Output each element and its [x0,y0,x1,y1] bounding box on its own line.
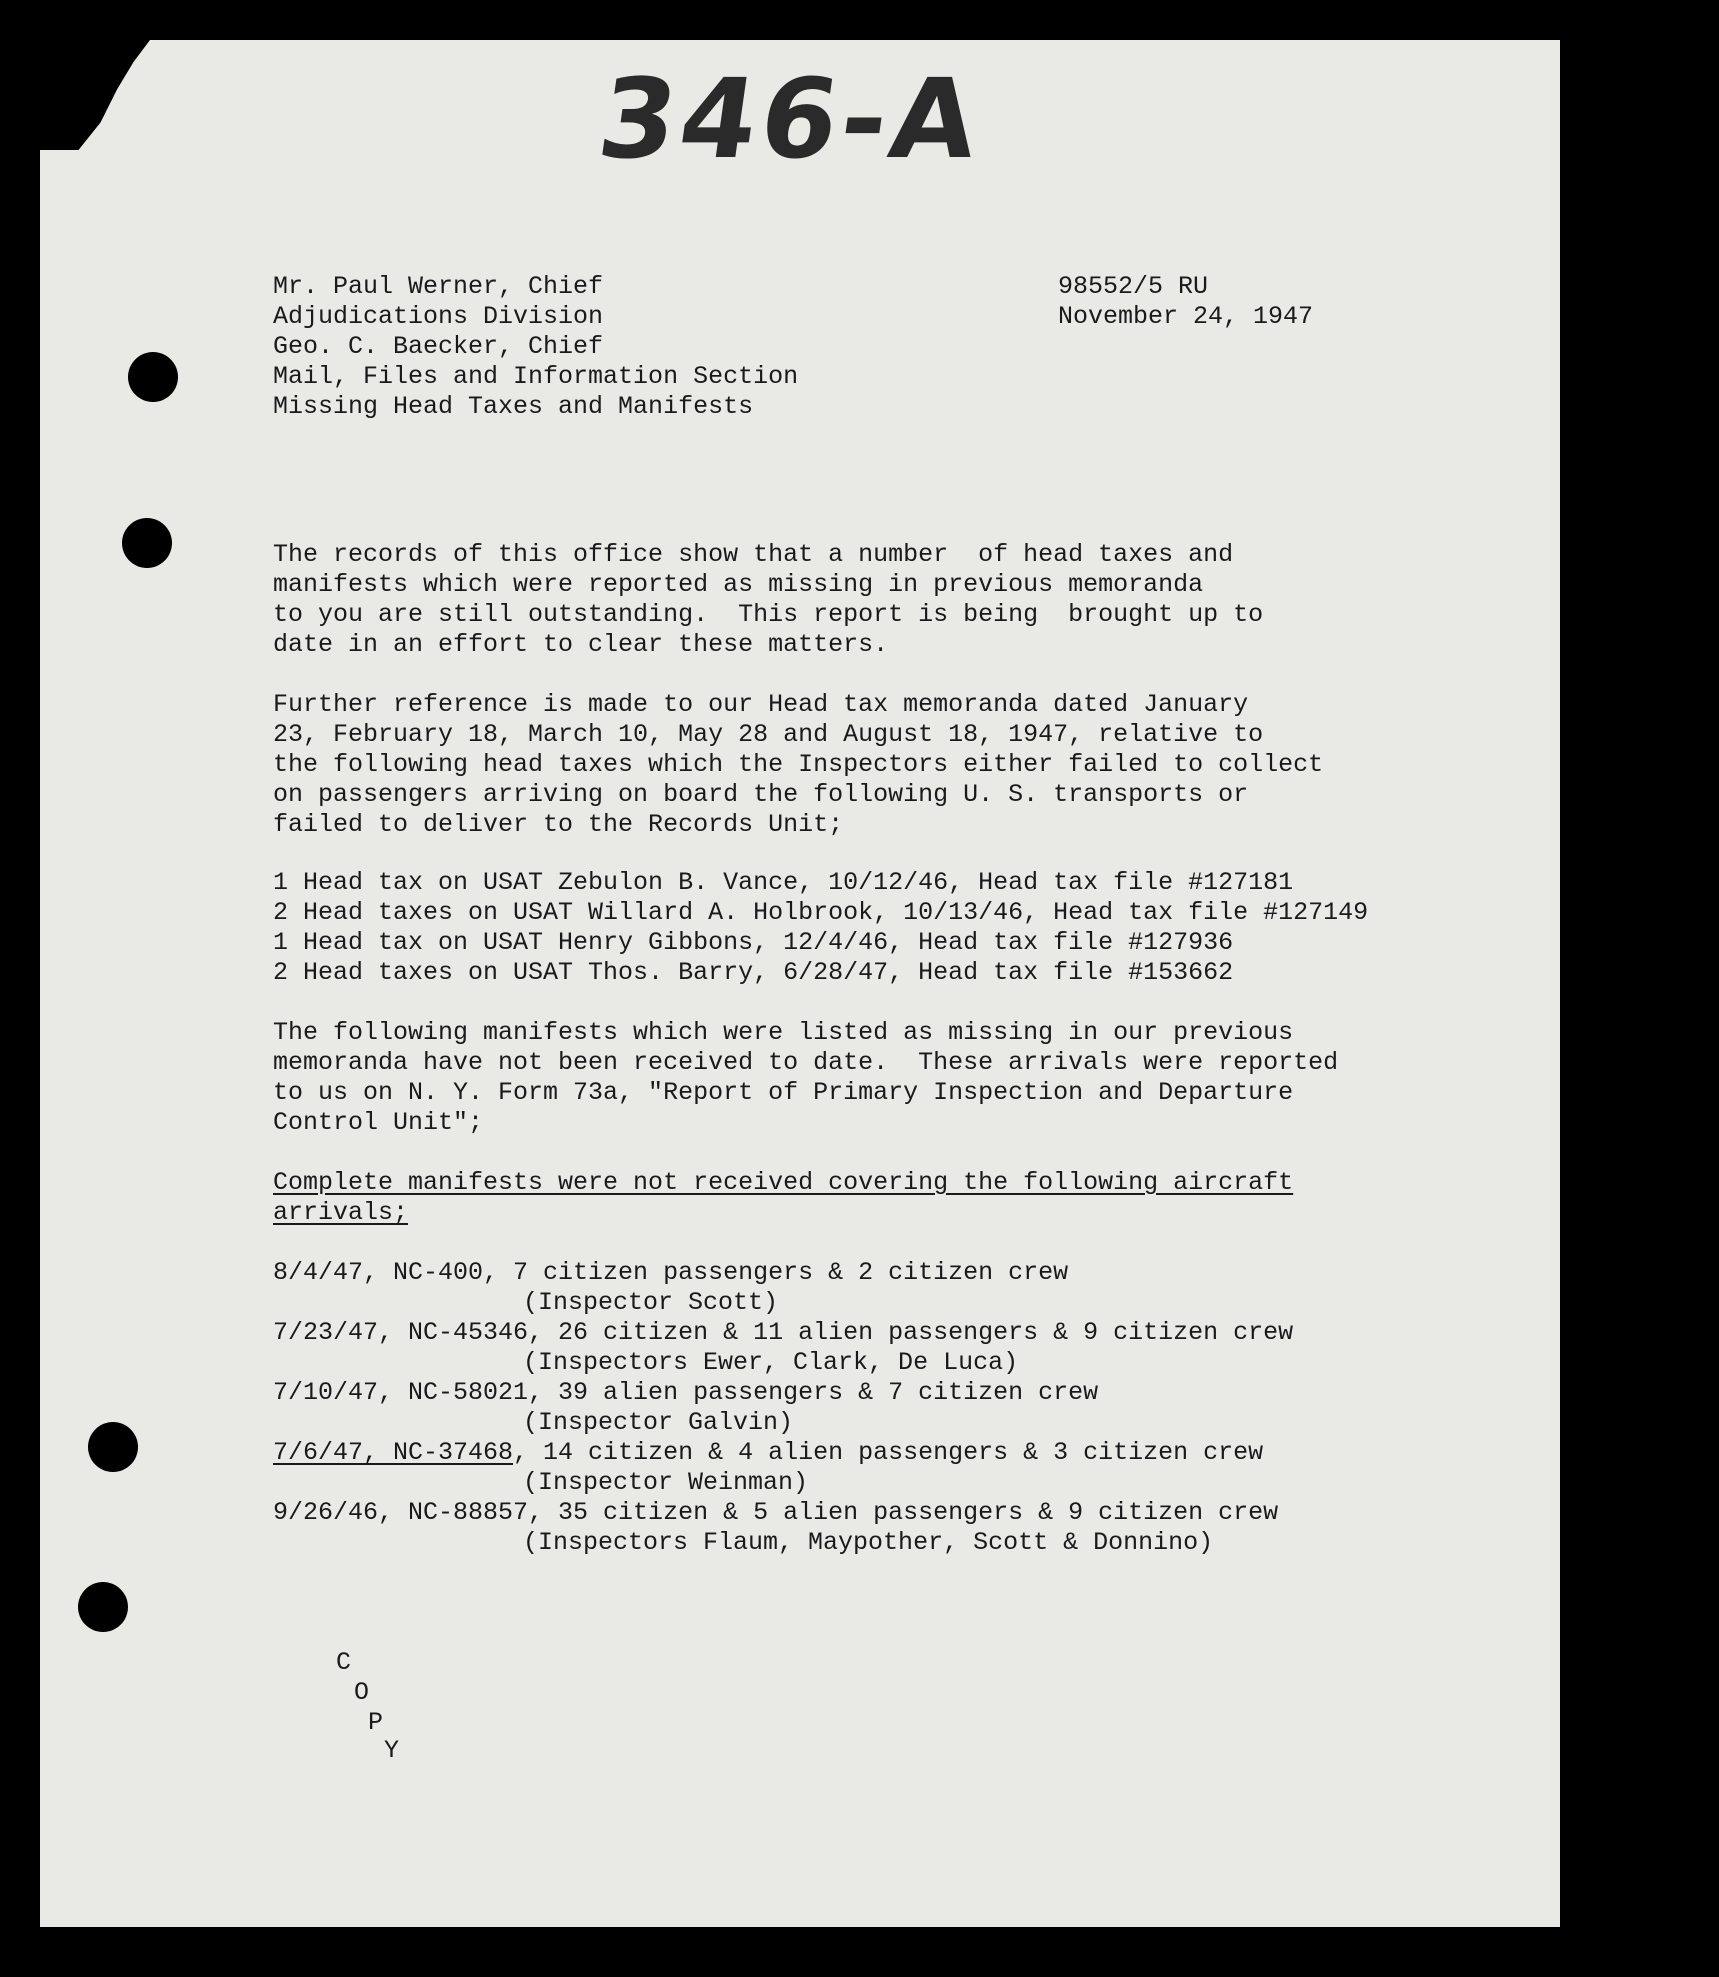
list-item: 2 Head taxes on USAT Willard A. Holbrook, 10/13/46, Head tax file #127149 [273,898,1369,927]
manifest-heading: arrivals; [273,1198,409,1227]
handwritten-file-number: 346-A [591,55,990,183]
body-line: The records of this office show that a number of head taxes and [273,540,1234,569]
punch-hole [78,1582,128,1632]
arrival-line-rest: , 14 citizen & 4 alien passengers & 3 citizen crew [513,1438,1264,1467]
manifest-heading: Complete manifests were not received covering the following aircraft [273,1168,1294,1197]
body-line: manifests which were reported as missing in previous memoranda [273,570,1204,599]
arrival-inspectors: (Inspectors Flaum, Maypother, Scott & Donnino) [523,1528,1214,1557]
arrival-line: 7/10/47, NC-58021, 39 alien passengers & 7 citizen crew [273,1378,1099,1407]
punch-hole [122,518,172,568]
list-item: 2 Head taxes on USAT Thos. Barry, 6/28/47, Head tax file #153662 [273,958,1234,987]
arrival-inspectors: (Inspector Weinman) [523,1468,809,1497]
body-line: to you are still outstanding. This report is being brought up to [273,600,1264,629]
addressee-line: Mr. Paul Werner, Chief [273,272,604,301]
arrival-inspectors: (Inspectors Ewer, Clark, De Luca) [523,1348,1019,1377]
body-line: 23, February 18, March 10, May 28 and August 18, 1947, relative to [273,720,1264,749]
body-line: memoranda have not been received to date. These arrivals were reported [273,1048,1339,1077]
body-line: The following manifests which were listed as missing in our previous [273,1018,1294,1047]
addressee-line: Mail, Files and Information Section [273,362,799,391]
arrival-inspectors: (Inspector Scott) [523,1288,779,1317]
copy-letter: C [336,1648,352,1677]
body-line: date in an effort to clear these matters. [273,630,889,659]
subject-line: Missing Head Taxes and Manifests [273,392,754,421]
arrival-line [273,1438,1263,1468]
copy-letter: Y [384,1736,400,1765]
arrival-line: 9/26/46, NC-88857, 35 citizen & 5 alien passengers & 9 citizen crew [273,1498,1279,1527]
copy-letter: P [368,1708,384,1737]
punch-hole [128,352,178,402]
body-line: Further reference is made to our Head tax memoranda dated January [273,690,1249,719]
body-line: on passengers arriving on board the following U. S. transports or [273,780,1249,809]
arrival-line: 8/4/47, NC-400, 7 citizen passengers & 2 citizen crew [273,1258,1069,1287]
arrival-line: 7/23/47, NC-45346, 26 citizen & 11 alien passengers & 9 citizen crew [273,1318,1294,1347]
addressee-line: Adjudications Division [273,302,604,331]
arrival-inspectors: (Inspector Galvin) [523,1408,794,1437]
arrival-line-underlined: 7/6/47, NC-37468 [273,1438,514,1467]
punch-hole [88,1422,138,1472]
addressee-line: Geo. C. Baecker, Chief [273,332,604,361]
copy-letter: O [354,1678,370,1707]
body-line: the following head taxes which the Inspectors either failed to collect [273,750,1324,779]
list-item: 1 Head tax on USAT Henry Gibbons, 12/4/46, Head tax file #127936 [273,928,1234,957]
memo-date: November 24, 1947 [1058,302,1314,331]
body-line: Control Unit"; [273,1108,484,1137]
file-reference: 98552/5 RU [1058,272,1209,301]
body-line: to us on N. Y. Form 73a, "Report of Primary Inspection and Departure [273,1078,1294,1107]
list-item: 1 Head tax on USAT Zebulon B. Vance, 10/12/46, Head tax file #127181 [273,868,1294,897]
body-line: failed to deliver to the Records Unit; [273,810,844,839]
